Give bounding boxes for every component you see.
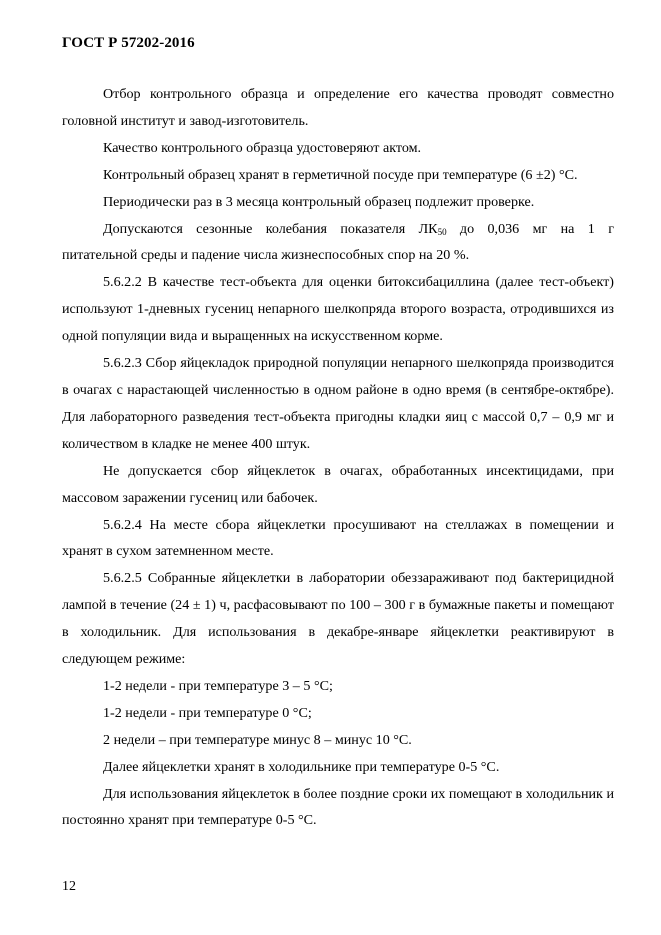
paragraph-5-continued: питательной среды и падение числа жизнеспособных спор на 20 %. xyxy=(62,247,470,264)
document-body xyxy=(62,81,614,834)
paragraph-6: 5.6.2.2 В качестве тест-объекта для оценки битоксибациллина (далее тест-объект) используют 1-дневных гусениц непарного шелкопряда второго возраста, отродившихся из одной популяции вида и выращенных на искусственном корме. xyxy=(62,274,614,345)
paragraph-11: Далее яйцеклетки хранят в холодильнике при температуре 0-5 °С. xyxy=(103,758,500,775)
paragraph-10: 5.6.2.5 Собранные яйцеклетки в лаборатории обеззараживают под бактерицидной лампой в течение (24 ± 1) ч, расфасовывают по 100 – 300 г в бумажные пакеты и помещают в холодильник. Для использования в декабре-январе яйцеклетки реактивируют в следующем режиме: xyxy=(62,570,614,668)
list-item-1: 1-2 недели - при температуре 3 – 5 °С; xyxy=(103,677,333,694)
paragraph-12: Для использования яйцеклеток в более поздние сроки их помещают в холодильник и постоянно хранят при температуре 0-5 °С. xyxy=(62,785,614,829)
standard-header: ГОСТ Р 57202-2016 xyxy=(62,35,195,51)
list-item-2: 1-2 недели - при температуре 0 °С; xyxy=(103,704,312,721)
paragraph-9: 5.6.2.4 На месте сбора яйцеклетки просушивают на стеллажах в помещении и хранят в сухом затемненном месте. xyxy=(62,516,614,560)
paragraph-1: Отбор контрольного образца и определение его качества проводят совместно головной институт и завод-изготовитель. xyxy=(62,86,614,129)
paragraph-7: 5.6.2.3 Сбор яйцекладок природной популяции непарного шелкопряда производится в очагах с нарастающей численностью в одном районе в одно время (в сентябре-октябре). Для лабораторного разведения тест-объекта пригодны кладки яиц с массой 0,7 – 0,9 мг и количеством в кладке не менее 400 штук. xyxy=(62,355,614,452)
lk-text-after: до 0,036 мг на 1 г xyxy=(446,220,614,237)
paragraph-5 xyxy=(62,216,614,243)
page-number: 12 xyxy=(62,879,76,894)
paragraph-4: Периодически раз в 3 месяца контрольный образец подлежит проверке. xyxy=(103,193,535,210)
lk-subscript: 50 xyxy=(437,226,447,237)
list-item-3: 2 недели – при температуре минус 8 – минус 10 °С. xyxy=(103,731,412,748)
lk-text-before: Допускаются сезонные колебания показателя ЛК xyxy=(103,220,438,237)
paragraph-8: Не допускается сбор яйцеклеток в очагах, обработанных инсектицидами, при массовом заражении гусениц или бабочек. xyxy=(62,462,614,506)
paragraph-3: Контрольный образец хранят в герметичной посуде при температуре (6 ±2) °С. xyxy=(103,166,578,183)
paragraph-2: Качество контрольного образца удостоверяют актом. xyxy=(103,139,422,156)
